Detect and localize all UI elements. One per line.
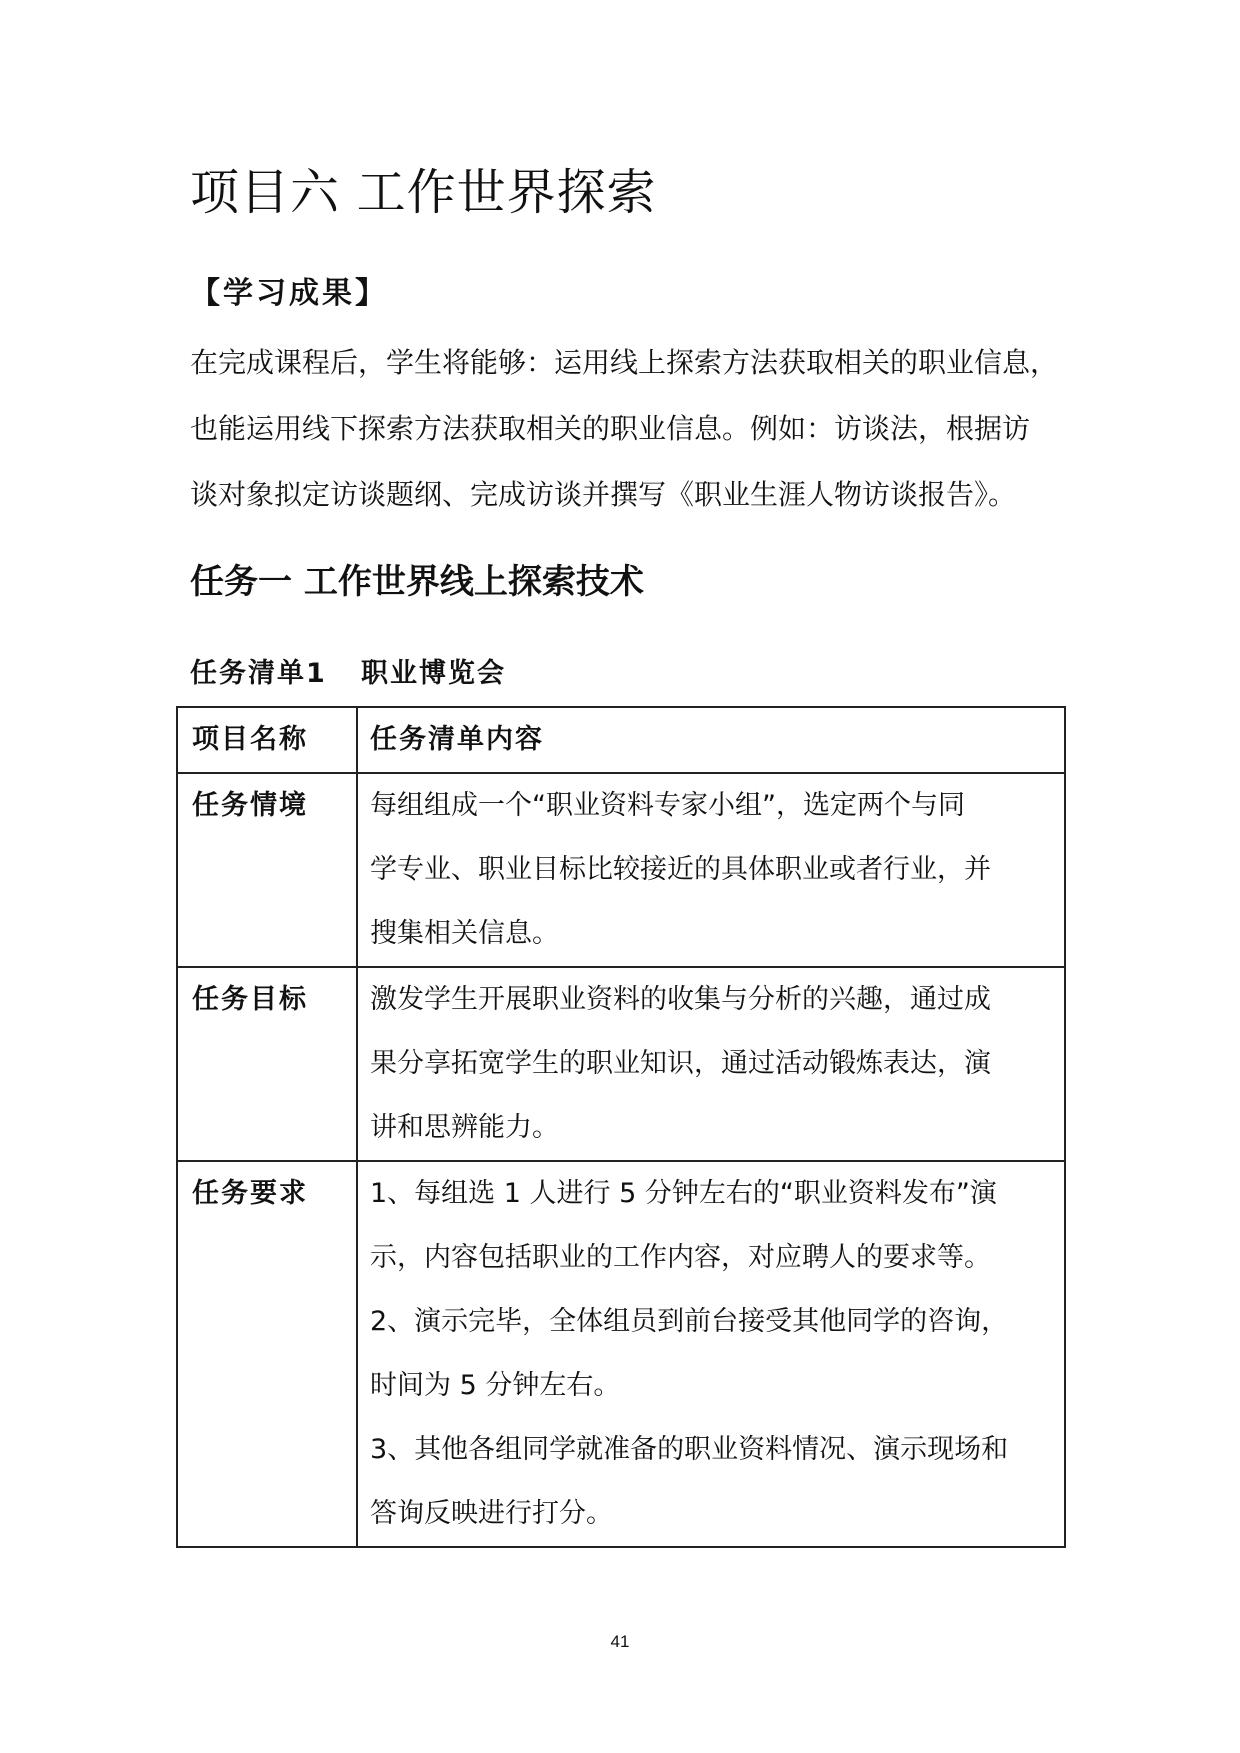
table-cell — [177, 773, 357, 967]
table-cell — [177, 967, 357, 1161]
row-label-task-goal: 任务目标 — [192, 984, 308, 1015]
header-task-content: 任务清单内容 — [370, 724, 544, 755]
learning-outcomes-heading: 【学习成果】 — [190, 276, 388, 311]
content-line: 时间为 5 分钟左右。 — [370, 1370, 621, 1401]
row-content-task-requirements — [358, 1162, 1064, 1546]
content-line: 讲和思辨能力。 — [370, 1112, 559, 1143]
content-line: 果分享拓宽学生的职业知识，通过活动锻炼表达，演 — [370, 1048, 991, 1079]
table-cell — [357, 773, 1065, 967]
outcome-line: 谈对象拟定访谈题纲、完成访谈并撰写《职业生涯人物访谈报告》。 — [190, 478, 1017, 511]
task-list-table — [176, 706, 1066, 1548]
table-caption: 任务清单1 职业博览会 — [190, 658, 506, 689]
table-row — [177, 773, 1065, 967]
content-line: 1、每组选 1 人进行 5 分钟左右的“职业资料发布”演 — [370, 1178, 997, 1209]
content-line: 每组组成一个“职业资料专家小组”，选定两个与同 — [370, 790, 965, 821]
header-project-name: 项目名称 — [192, 724, 308, 755]
content-line: 学专业、职业目标比较接近的具体职业或者行业，并 — [370, 854, 991, 885]
table-row — [177, 1161, 1065, 1547]
content-line: 搜集相关信息。 — [370, 918, 559, 949]
content-line: 示，内容包括职业的工作内容，对应聘人的要求等。 — [370, 1242, 991, 1273]
table-cell — [357, 707, 1065, 773]
row-label-task-requirements: 任务要求 — [192, 1178, 308, 1209]
table-cell — [177, 1161, 357, 1547]
row-content-task-goal — [358, 968, 1064, 1160]
outcome-line: 也能运用线下探索方法获取相关的职业信息。例如：访谈法，根据访 — [190, 412, 1031, 445]
learning-outcomes-text — [190, 330, 1060, 528]
table-cell — [177, 707, 357, 773]
document-title: 项目六 工作世界探索 — [190, 164, 657, 221]
table-header-row — [177, 707, 1065, 773]
task-heading: 任务一 工作世界线上探索技术 — [190, 562, 644, 602]
content-line: 激发学生开展职业资料的收集与分析的兴趣，通过成 — [370, 984, 991, 1015]
content-line: 答询反映进行打分。 — [370, 1498, 613, 1529]
table-cell — [357, 967, 1065, 1161]
page-number: 41 — [610, 1632, 630, 1651]
row-content-task-scenario — [358, 774, 1064, 966]
content-line: 3、其他各组同学就准备的职业资料情况、演示现场和 — [370, 1434, 1009, 1465]
outcome-line: 在完成课程后，学生将能够：运用线上探索方法获取相关的职业信息， — [190, 346, 1059, 379]
table-row — [177, 967, 1065, 1161]
row-label-task-scenario: 任务情境 — [192, 790, 308, 821]
content-line: 2、演示完毕，全体组员到前台接受其他同学的咨询， — [370, 1306, 1009, 1337]
table-cell — [357, 1161, 1065, 1547]
